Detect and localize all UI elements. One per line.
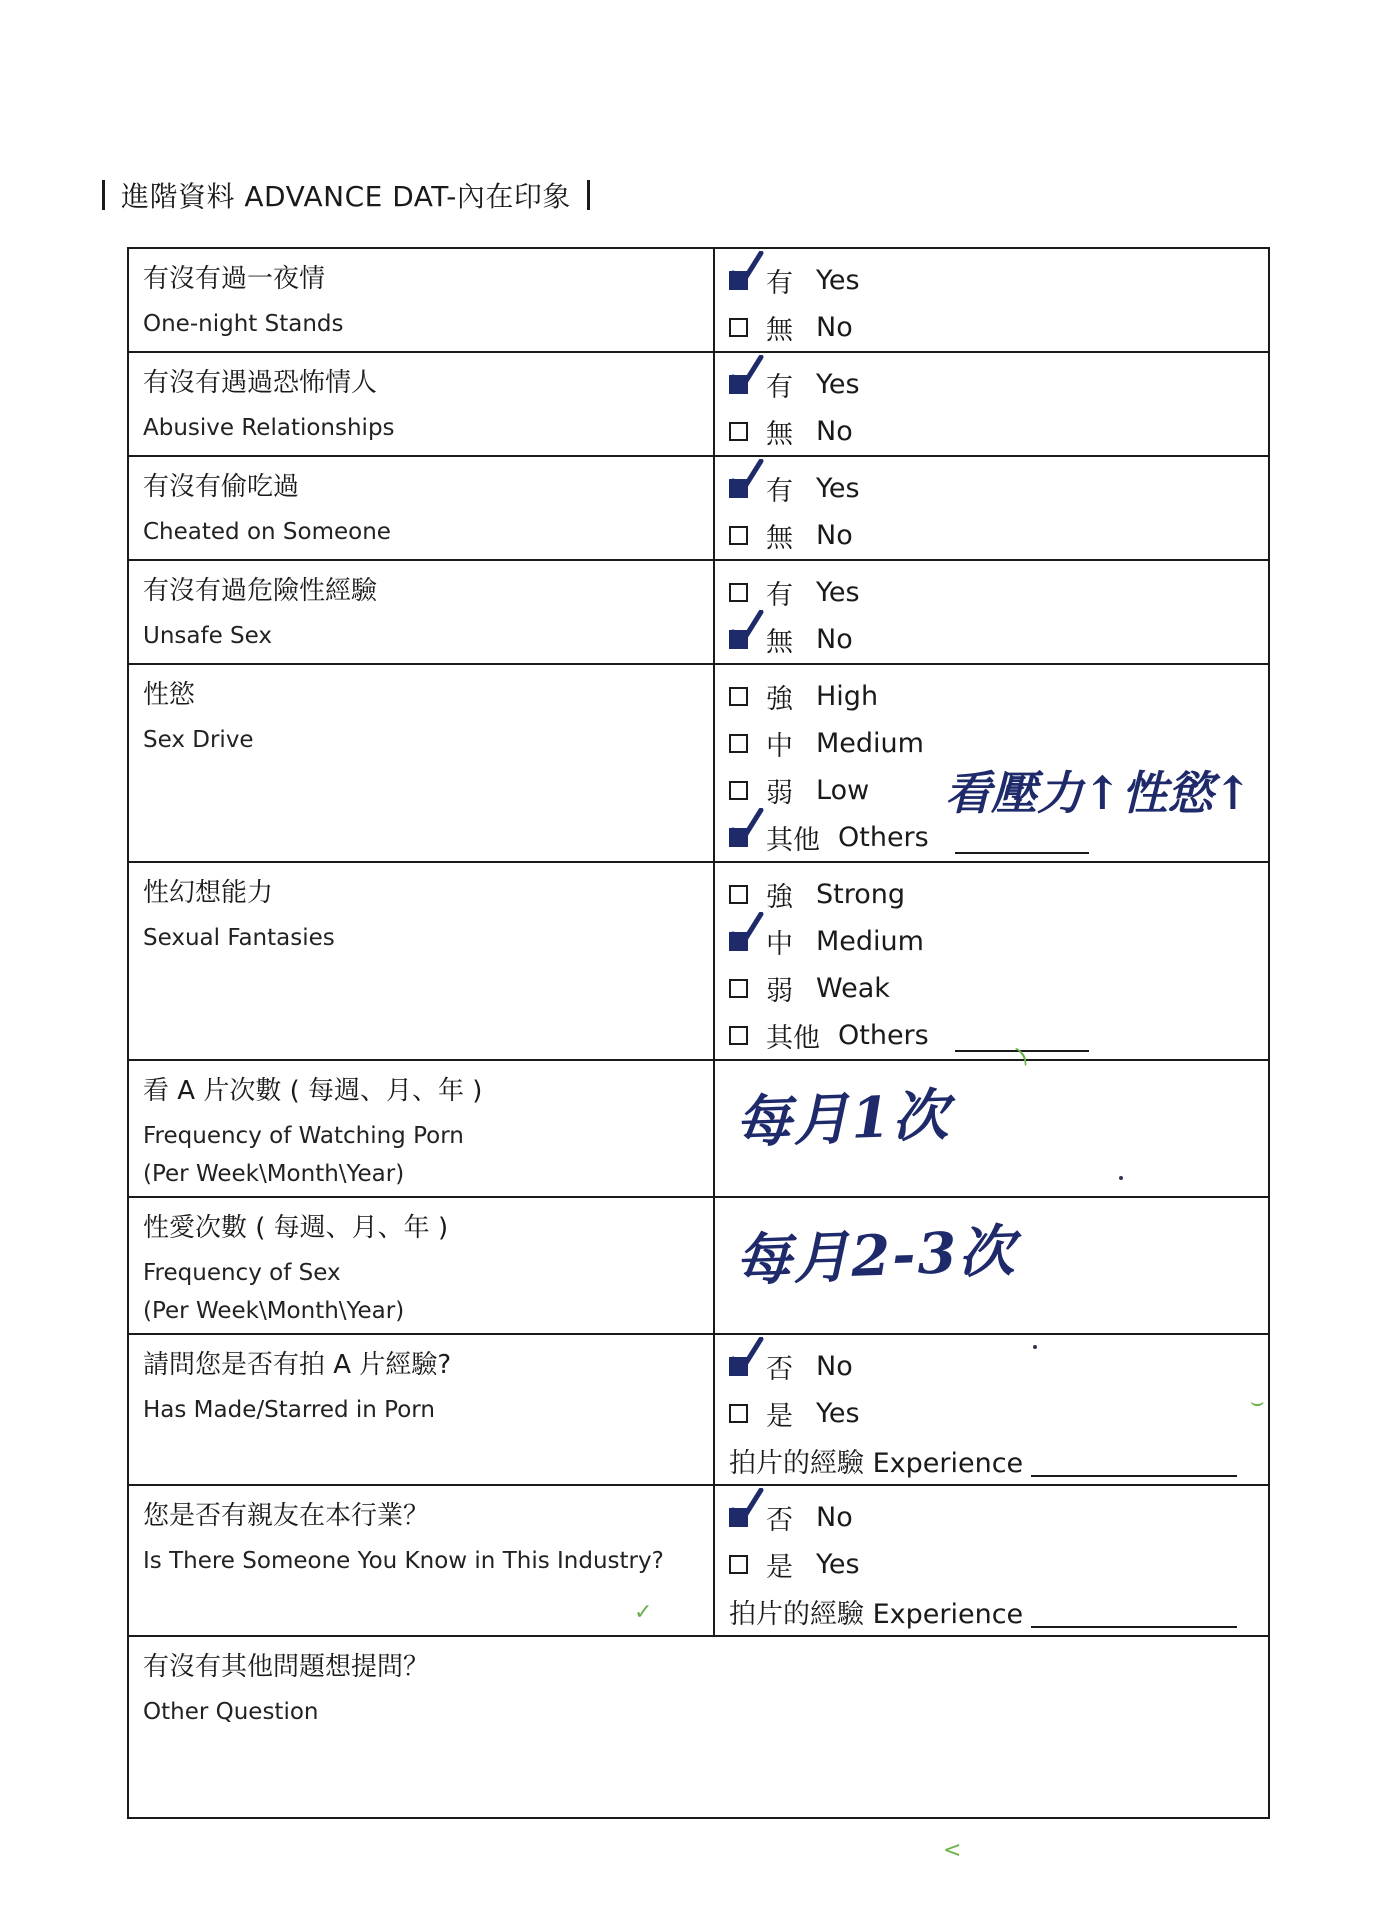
checkbox-icon[interactable] [729, 318, 748, 337]
handwritten-answer: 每月2-3次 [734, 1218, 1018, 1294]
option-en: No [816, 312, 853, 343]
option-en: Yes [816, 1398, 860, 1429]
option-en: No [816, 624, 853, 655]
checkbox-icon[interactable] [729, 885, 748, 904]
experience-label: 拍片的經驗 Experience [729, 1599, 1024, 1630]
option-zh: 無 [766, 419, 793, 450]
option-yes[interactable] [729, 361, 1268, 408]
heading-bar-right [587, 180, 590, 210]
option-en: Others [838, 1020, 929, 1051]
option-en: Yes [816, 265, 860, 296]
option-en: Yes [816, 577, 860, 608]
question-cell [128, 248, 714, 352]
option-yes[interactable] [729, 569, 1268, 616]
option-en: Others [838, 822, 929, 853]
option-en: No [816, 416, 853, 447]
option-zh: 有 [766, 476, 793, 507]
checkbox-checked-icon[interactable] [729, 932, 748, 951]
question-cell [128, 1485, 714, 1636]
checkbox-icon[interactable] [729, 1555, 748, 1574]
question-zh: 有沒有偷吃過 [143, 472, 300, 502]
question-en: Other Question [143, 1699, 319, 1725]
checkbox-checked-icon[interactable] [729, 479, 748, 498]
option-yes[interactable] [729, 465, 1268, 512]
option-no[interactable] [729, 408, 1268, 455]
stray-mark: ) [1012, 1043, 1033, 1070]
answer-cell [714, 1060, 1269, 1197]
checkbox-icon[interactable] [729, 979, 748, 998]
answer-cell [714, 560, 1269, 664]
checkbox-checked-icon[interactable] [729, 375, 748, 394]
handwritten-answer: 每月1次 [734, 1082, 952, 1156]
option-en: Strong [816, 879, 906, 910]
option-zh: 無 [766, 627, 793, 658]
question-cell [128, 862, 714, 1060]
checkbox-checked-icon[interactable] [729, 271, 748, 290]
option-en: No [816, 520, 853, 551]
questionnaire-table [127, 247, 1270, 1819]
question-zh: 有沒有過一夜情 [143, 264, 326, 294]
question-cell [128, 456, 714, 560]
question-cell [128, 1197, 714, 1334]
option-en: Yes [816, 369, 860, 400]
question-cell [128, 560, 714, 664]
question-cell [128, 664, 714, 862]
table-row [128, 560, 1269, 664]
heading-bar-left [102, 180, 105, 210]
answer-cell [714, 456, 1269, 560]
option-medium[interactable] [729, 918, 1268, 965]
question-zh: 您是否有親友在本行業？ [143, 1501, 430, 1531]
handwritten-checkmark-icon [729, 912, 765, 952]
stray-mark: ✓ [634, 1600, 653, 1625]
experience-label: 拍片的經驗 Experience [729, 1448, 1024, 1479]
question-en: Sex Drive [143, 727, 254, 753]
handwritten-checkmark-icon [729, 251, 765, 291]
checkbox-icon[interactable] [729, 1404, 748, 1423]
others-blank-line[interactable] [955, 822, 1089, 854]
question-zh: 請問您是否有拍 A 片經驗? [143, 1350, 452, 1380]
question-en: Abusive Relationships [143, 415, 395, 441]
question-en: Sexual Fantasies [143, 925, 335, 951]
option-zh: 其他 [766, 1023, 820, 1054]
option-zh: 強 [766, 684, 793, 715]
table-row [128, 664, 1269, 862]
question-zh: 有沒有過危險性經驗 [143, 576, 378, 606]
table-row [128, 248, 1269, 352]
handwritten-checkmark-icon [729, 808, 765, 848]
option-zh: 否 [766, 1354, 793, 1385]
option-zh: 無 [766, 315, 793, 346]
checkbox-icon[interactable] [729, 422, 748, 441]
question-en-note: (Per Week\Month\Year) [143, 1161, 405, 1187]
option-en: Yes [816, 1549, 860, 1580]
question-en: Frequency of Sex [143, 1260, 341, 1286]
checkbox-icon[interactable] [729, 583, 748, 602]
option-zh: 中 [766, 929, 793, 960]
question-en: Frequency of Watching Porn [143, 1123, 464, 1149]
option-en: No [816, 1351, 853, 1382]
question-en: One-night Stands [143, 311, 344, 337]
option-yes[interactable] [729, 1390, 1268, 1437]
experience-blank-line[interactable] [1031, 1596, 1237, 1628]
option-zh: 弱 [766, 778, 793, 809]
question-zh: 性慾 [143, 680, 196, 710]
checkbox-icon[interactable] [729, 1026, 748, 1045]
option-en: Medium [816, 728, 924, 759]
option-zh: 是 [766, 1552, 793, 1583]
stray-dot [1119, 1176, 1123, 1180]
option-no[interactable] [729, 1494, 1268, 1541]
option-zh: 有 [766, 372, 793, 403]
answer-cell [714, 248, 1269, 352]
option-zh: 強 [766, 882, 793, 913]
option-zh: 有 [766, 580, 793, 611]
question-en-note: (Per Week\Month\Year) [143, 1298, 405, 1324]
answer-cell [714, 1334, 1269, 1485]
option-yes[interactable] [729, 1541, 1268, 1588]
checkbox-icon[interactable] [729, 781, 748, 800]
checkbox-icon[interactable] [729, 734, 748, 753]
table-row [128, 1197, 1269, 1334]
question-en: Is There Someone You Know in This Industry? [143, 1548, 664, 1574]
option-zh: 是 [766, 1401, 793, 1432]
table-row [128, 1636, 1269, 1818]
option-en: Weak [816, 973, 890, 1004]
handwritten-checkmark-icon [729, 355, 765, 395]
table-row [128, 456, 1269, 560]
experience-line[interactable] [729, 1437, 1268, 1484]
option-others[interactable] [729, 1012, 1268, 1059]
option-zh: 有 [766, 268, 793, 299]
stray-mark: ⌣ [1250, 1390, 1265, 1415]
handwritten-checkmark-icon [729, 1337, 765, 1377]
option-yes[interactable] [729, 257, 1268, 304]
question-zh: 看 A 片次數 ( 每週、月、年 ) [143, 1076, 483, 1106]
question-en: Has Made/Starred in Porn [143, 1397, 435, 1423]
question-en: Cheated on Someone [143, 519, 391, 545]
table-row [128, 1334, 1269, 1485]
option-en: Medium [816, 926, 924, 957]
option-en: High [816, 681, 879, 712]
question-zh: 有沒有遇過恐怖情人 [143, 368, 378, 398]
experience-line[interactable] [729, 1588, 1268, 1635]
question-zh: 性愛次數 ( 每週、月、年 ) [143, 1213, 449, 1243]
option-en: Yes [816, 473, 860, 504]
option-zh: 無 [766, 523, 793, 554]
checkbox-checked-icon[interactable] [729, 630, 748, 649]
question-zh: 有沒有其他問題想提問？ [143, 1652, 430, 1682]
heading-title: 進階資料 ADVANCE DAT-內在印象 [121, 180, 571, 213]
option-high[interactable] [729, 673, 1268, 720]
table-row [128, 1060, 1269, 1197]
handwritten-answer: 看壓力↑性慾↑ [945, 766, 1253, 820]
option-no[interactable] [729, 1343, 1268, 1390]
option-no[interactable] [729, 304, 1268, 351]
checkbox-icon[interactable] [729, 526, 748, 545]
checkbox-icon[interactable] [729, 687, 748, 706]
answer-cell [714, 352, 1269, 456]
section-heading [102, 174, 606, 216]
handwritten-checkmark-icon [729, 610, 765, 650]
stray-mark: < [943, 1838, 962, 1863]
option-zh: 中 [766, 731, 793, 762]
question-en: Unsafe Sex [143, 623, 273, 649]
checkbox-checked-icon[interactable] [729, 1508, 748, 1527]
option-strong[interactable] [729, 871, 1268, 918]
question-cell [128, 1334, 714, 1485]
option-zh: 弱 [766, 976, 793, 1007]
experience-blank-line[interactable] [1031, 1445, 1237, 1477]
answer-cell [714, 1197, 1269, 1334]
handwritten-checkmark-icon [729, 459, 765, 499]
option-no[interactable] [729, 616, 1268, 663]
handwritten-checkmark-icon [729, 1488, 765, 1528]
checkbox-checked-icon[interactable] [729, 828, 748, 847]
stray-dot [1033, 1345, 1037, 1349]
option-zh: 否 [766, 1505, 793, 1536]
question-cell [128, 352, 714, 456]
table-row [128, 352, 1269, 456]
question-cell[interactable] [128, 1636, 1269, 1818]
answer-cell [714, 664, 1269, 862]
checkbox-checked-icon[interactable] [729, 1357, 748, 1376]
answer-cell [714, 1485, 1269, 1636]
question-zh: 性幻想能力 [143, 878, 274, 908]
table-row [128, 1485, 1269, 1636]
answer-cell [714, 862, 1269, 1060]
option-zh: 其他 [766, 825, 820, 856]
option-weak[interactable] [729, 965, 1268, 1012]
option-en: No [816, 1502, 853, 1533]
question-cell [128, 1060, 714, 1197]
table-row [128, 862, 1269, 1060]
option-en: Low [816, 775, 870, 806]
option-no[interactable] [729, 512, 1268, 559]
